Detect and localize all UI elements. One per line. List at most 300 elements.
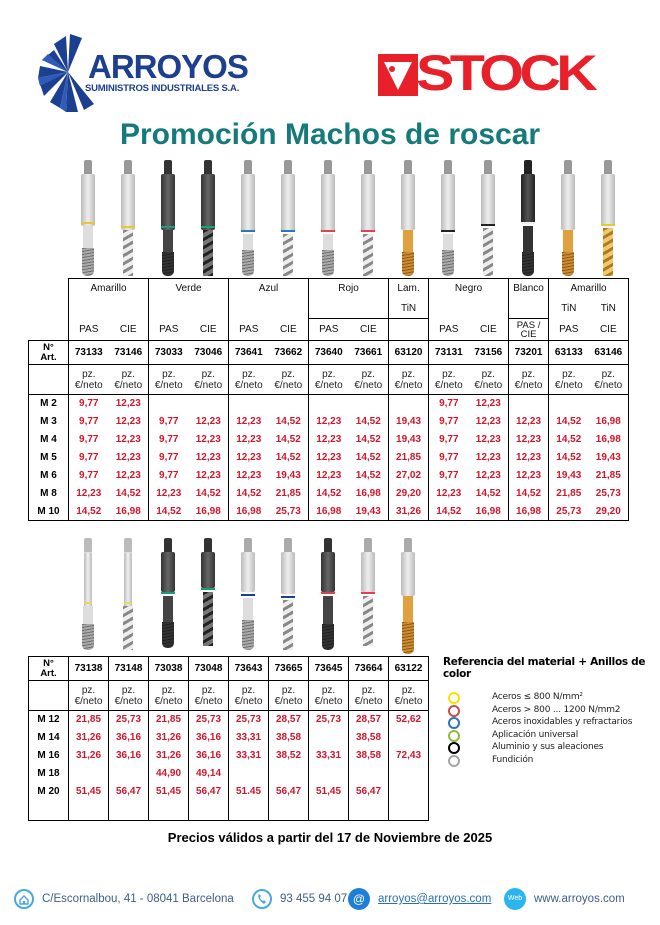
tool-image [521,160,535,278]
price-cell: 31,26 [69,729,109,747]
tool-image [321,160,335,278]
price-cell: 12,23 [195,434,221,445]
price-cell: 36,16 [189,729,229,747]
price-cell: 31,26 [389,503,429,521]
art-number-label: N° Art. [29,657,69,681]
price-table-bottom [28,656,429,821]
article-number: 63122 [389,657,429,681]
price-cell: 14,52 [355,470,381,481]
group-header: Negro [429,279,509,299]
price-cell: 9,77 [69,449,109,467]
price-cell: 14,52 [429,503,469,521]
price-cell: 14,52 [115,488,141,499]
price-cell: 16,98 [589,413,629,431]
price-cell: 51,45 [309,783,349,801]
tool-image [281,538,295,650]
footer-address [14,885,234,913]
tool-image [81,160,95,278]
article-number: 63120 [389,341,429,365]
tool-image [481,160,495,278]
coating-label [349,299,389,319]
price-cell: 12,23 [509,431,549,449]
article-number: 73661 [349,341,389,365]
coating-label: TiN [549,299,589,319]
unit-label: pz. €/neto [509,365,549,395]
price-cell: 51,45 [149,783,189,801]
price-cell: 28,57 [349,711,389,729]
tool-image [401,160,415,278]
color-ring-icon [448,692,460,704]
type-label: CIE [189,319,229,341]
price-cell: 29,20 [589,503,629,521]
price-cell: 21,85 [389,449,429,467]
price-cell: 33,31 [309,747,349,765]
tool-image [361,160,375,278]
type-label: CIE [109,319,149,341]
color-ring-icon [448,717,460,729]
tool-image [161,160,175,278]
price-cell [389,729,429,747]
price-cell: 16,98 [355,488,381,499]
price-cell: 9,77 [149,431,189,449]
article-number: 73641 [229,341,269,365]
price-cell: 28,57 [269,711,309,729]
unit-label: pz. €/neto [269,681,309,711]
group-header: Blanco [509,279,549,299]
arroyos-wordmark: ARROYOS [88,48,248,85]
price-cell: 27,02 [389,467,429,485]
price-cell: 12,23 [475,452,501,463]
price-cell: 25,73 [589,485,629,503]
group-header: Verde [149,279,229,299]
price-row [29,503,629,521]
price-cell: 16,98 [189,503,229,521]
price-cell: 9,77 [149,449,189,467]
price-cell: 12,23 [229,467,269,485]
price-cell: 31,26 [149,729,189,747]
price-cell [69,765,109,783]
price-cell: 21,85 [69,711,109,729]
price-cell: 16,98 [309,503,349,521]
size-label: M 14 [29,729,69,747]
price-cell: 25,73 [549,503,589,521]
art-number-label: N° Art. [29,341,69,365]
unit-label: pz. €/neto [309,365,349,395]
type-label: CIE [469,319,509,341]
footer-website [504,885,625,913]
price-cell: 49,14 [189,765,229,783]
price-cell: 9,77 [429,449,469,467]
price-cell: 16,98 [589,431,629,449]
page-title: Promoción Machos de roscar [119,118,541,151]
price-cell: 9,77 [429,431,469,449]
price-cell: 31,26 [149,747,189,765]
article-number: 63146 [589,341,629,365]
price-cell: 12,23 [229,431,269,449]
price-cell: 12,23 [69,485,109,503]
legend-label: Fundición [492,754,534,765]
unit-label: pz. €/neto [269,365,309,395]
size-label: M 10 [29,503,69,521]
price-cell: 51.45 [229,783,269,801]
type-label: CIE [589,319,629,341]
price-cell: 12,23 [509,467,549,485]
article-number: 73131 [429,341,469,365]
price-cell: 12,23 [309,449,349,467]
price-cell: 14,52 [69,503,109,521]
coating-label [429,299,469,319]
price-cell [389,783,429,801]
tool-image [601,160,615,278]
price-cell: 33,31 [229,747,269,765]
size-label: M 4 [29,431,69,449]
price-cell: 9,77 [69,413,109,431]
price-cell: 25,73 [229,711,269,729]
article-number: 73138 [69,657,109,681]
price-cell [389,395,429,413]
price-cell: 21,85 [149,711,189,729]
type-label [389,319,429,341]
legend-label: Aceros inoxidables y refractarios [492,717,633,727]
price-rows-top [29,395,629,521]
price-cell [309,395,349,413]
price-cell: 16,98 [229,503,269,521]
price-cell: 14,52 [149,503,189,521]
price-cell: 19,43 [389,413,429,431]
group-header: Amarillo [69,279,149,299]
size-label: M 2 [29,395,69,413]
price-row [29,783,429,801]
price-cell: 12,23 [229,413,269,431]
group-header: Azul [229,279,309,299]
price-table-top [28,278,629,521]
coating-label [509,299,549,319]
price-cell: 14,52 [549,413,589,431]
size-label: M 8 [29,485,69,503]
price-cell [349,765,389,783]
legend-item [443,742,658,755]
unit-label: pz. €/neto [189,681,229,711]
size-label: M 12 [29,711,69,729]
article-number: 73146 [109,341,149,365]
group-header: Rojo [309,279,389,299]
coating-label [229,299,269,319]
price-cell: 44,90 [149,765,189,783]
price-cell: 14,52 [475,488,501,499]
price-cell: 9,77 [429,395,469,413]
phone-icon [252,889,272,909]
price-cell: 51,45 [69,783,109,801]
tool-images-bottom [0,538,660,656]
price-cell [549,395,589,413]
color-ring-icon [448,705,460,717]
legend-label: Aceros > 800 ... 1200 N/mm2 [492,704,621,715]
price-cell: 14,52 [309,485,349,503]
unit-label: pz. €/neto [189,365,229,395]
size-label: M 18 [29,765,69,783]
price-cell: 12,23 [429,485,469,503]
location-pin-icon [14,889,34,909]
price-cell: 9,77 [69,431,109,449]
price-cell: 16,98 [509,503,549,521]
price-row [29,747,429,765]
unit-label: pz. €/neto [469,365,509,395]
price-cell: 12,23 [195,416,221,427]
price-cell [109,765,149,783]
price-cell: 14,52 [195,488,221,499]
unit-label: pz. €/neto [109,365,149,395]
price-cell: 25,73 [109,711,149,729]
price-row [29,431,629,449]
price-cell: 56,47 [269,783,309,801]
type-label: PAS [549,319,589,341]
stock-logo [378,45,604,101]
price-cell: 31,26 [69,747,109,765]
price-cell: 16,98 [469,503,509,521]
type-label: PAS [429,319,469,341]
price-cell: 14,52 [549,449,589,467]
price-cell: 12,23 [475,416,501,427]
article-number: 73643 [229,657,269,681]
contact-footer [14,885,654,913]
price-cell: 12,23 [195,452,221,463]
type-label: PAS [69,319,109,341]
price-cell: 36,16 [109,747,149,765]
coating-label [309,299,349,319]
coating-label [269,299,309,319]
price-cell: 19,43 [349,503,389,521]
price-cell: 21,85 [275,488,301,499]
legend-item [443,692,658,705]
tool-image [201,538,215,650]
size-label: M 6 [29,467,69,485]
article-number: 73156 [469,341,509,365]
legend-label: Aceros ≤ 800 N/mm² [492,692,583,702]
web-badge-icon: Web [504,888,526,910]
article-number: 73665 [269,657,309,681]
footer-email [348,885,491,913]
price-cell: 19,43 [389,431,429,449]
unit-label: pz. €/neto [389,365,429,395]
tool-image [121,538,135,650]
website-link[interactable]: www.arroyos.com [534,893,625,905]
tool-image [401,538,415,656]
unit-label: pz. €/neto [349,681,389,711]
price-cell: 25,73 [309,711,349,729]
price-cell: 56,47 [109,783,149,801]
price-row [29,729,429,747]
validity-note: Precios válidos a partir del 17 de Noviembre de 2025 [167,830,493,845]
price-cell: 56,47 [349,783,389,801]
type-label: PAS [149,319,189,341]
price-cell: 36,16 [189,747,229,765]
price-cell: 19,43 [549,467,589,485]
address-text: C/Escornalbou, 41 - 08041 Barcelona [42,893,234,905]
unit-label: pz. €/neto [69,365,109,395]
price-cell [309,765,349,783]
price-cell [269,765,309,783]
unit-label: pz. €/neto [589,365,629,395]
price-cell: 12,23 [309,431,349,449]
group-header: Lam. [389,279,429,299]
coating-label [189,299,229,319]
price-cell: 14,52 [355,452,381,463]
article-number: 73048 [189,657,229,681]
price-cell: 12,23 [229,449,269,467]
type-label: PAS [309,319,349,341]
price-row [29,711,429,729]
material-legend [443,656,658,767]
tool-images-top [0,160,660,278]
article-number: 73033 [149,341,189,365]
unit-label: pz. €/neto [109,681,149,711]
price-cell: 19,43 [589,449,629,467]
price-cell: 9,77 [429,413,469,431]
price-cell: 9,77 [69,395,109,413]
article-number: 73645 [309,657,349,681]
legend-label: Aplicación universal [492,729,579,740]
price-cell: 21,85 [549,485,589,503]
price-cell: 9,77 [69,467,109,485]
legend-item [443,755,658,768]
price-cell: 25,73 [189,711,229,729]
email-link[interactable]: arroyos@arroyos.com [378,893,492,905]
price-cell: 14,52 [275,416,301,427]
price-cell: 38,52 [269,747,309,765]
price-row [29,395,629,413]
price-cell: 38,58 [349,729,389,747]
stock-wordmark: STOCK [416,45,594,101]
tool-image [361,538,375,650]
unit-label: pz. €/neto [149,365,189,395]
price-cell: 12,23 [115,434,141,445]
article-number: 73046 [189,341,229,365]
price-cell: 19,43 [275,470,301,481]
price-cell: 38,58 [269,729,309,747]
tool-image [161,538,175,650]
price-row [29,449,629,467]
coating-label: TiN [389,299,429,319]
price-cell: 56,47 [189,783,229,801]
price-cell: 33,31 [229,729,269,747]
group-header: Amarillo [549,279,629,299]
price-cell: 14,52 [549,431,589,449]
type-label: PAS / CIE [509,319,549,341]
unit-label: pz. €/neto [309,681,349,711]
price-cell [309,729,349,747]
price-cell: 12,23 [195,470,221,481]
price-cell: 14,52 [275,434,301,445]
price-cell: 21,85 [589,467,629,485]
type-label: CIE [349,319,389,341]
article-number: 73664 [349,657,389,681]
color-ring-icon [448,755,460,767]
price-cell [189,395,229,413]
price-cell: 14,52 [355,434,381,445]
price-cell: 14,52 [275,452,301,463]
price-cell [269,395,309,413]
article-number: 73662 [269,341,309,365]
price-rows-bottom [29,711,429,821]
footer-phone [252,885,347,913]
price-row [29,485,629,503]
size-label: M 20 [29,783,69,801]
legend-item [443,717,658,730]
price-cell [589,395,629,413]
unit-label: pz. €/neto [69,681,109,711]
tool-image [81,538,95,650]
tool-image [241,538,255,650]
legend-item [443,705,658,718]
price-cell [229,765,269,783]
arroyos-logo [38,30,248,115]
price-cell: 12,23 [509,413,549,431]
price-cell: 12,23 [475,398,501,410]
price-cell: 14,52 [355,416,381,427]
price-cell [349,395,389,413]
price-cell: 12,23 [115,416,141,427]
price-cell: 14,52 [509,485,549,503]
tool-image [321,538,335,650]
email-at-icon: @ [348,888,370,910]
legend-item [443,730,658,743]
price-cell: 12,23 [309,413,349,431]
price-cell: 9,77 [429,467,469,485]
price-cell: 12,23 [115,470,141,481]
tool-image [241,160,255,278]
stock-emblem-icon [378,54,418,96]
price-cell [389,765,429,783]
article-number: 73148 [109,657,149,681]
price-cell: 29,20 [389,485,429,503]
legend-label: Aluminio y sus aleaciones [492,742,604,752]
size-label: M 5 [29,449,69,467]
article-number: 73133 [69,341,109,365]
size-label: M 3 [29,413,69,431]
price-cell: 52,62 [389,711,429,729]
unit-label: pz. €/neto [549,365,589,395]
unit-label: pz. €/neto [349,365,389,395]
price-cell: 12,23 [149,485,189,503]
price-cell: 12,23 [475,470,501,481]
size-label: M 16 [29,747,69,765]
coating-label [69,299,109,319]
price-cell: 16,98 [109,503,149,521]
unit-label: pz. €/neto [229,681,269,711]
coating-label: TiN [589,299,629,319]
unit-label: pz. €/neto [389,681,429,711]
price-cell [149,395,189,413]
price-cell: 72,43 [389,747,429,765]
arroyos-subtitle: SUMINISTROS INDUSTRIALES S.A. [85,83,240,94]
price-cell: 36,16 [109,729,149,747]
tool-image [561,160,575,278]
tool-image [121,160,135,278]
price-cell: 25,73 [269,503,309,521]
phone-number[interactable]: 93 455 94 07 [280,893,348,905]
price-cell: 12,23 [115,398,141,410]
price-cell: 12,23 [115,452,141,463]
color-ring-icon [448,730,460,742]
price-cell: 9,77 [149,467,189,485]
coating-label [109,299,149,319]
article-number: 73201 [509,341,549,365]
coating-label [469,299,509,319]
article-number: 73038 [149,657,189,681]
type-label: CIE [269,319,309,341]
price-cell: 12,23 [475,434,501,445]
price-cell: 14,52 [229,485,269,503]
